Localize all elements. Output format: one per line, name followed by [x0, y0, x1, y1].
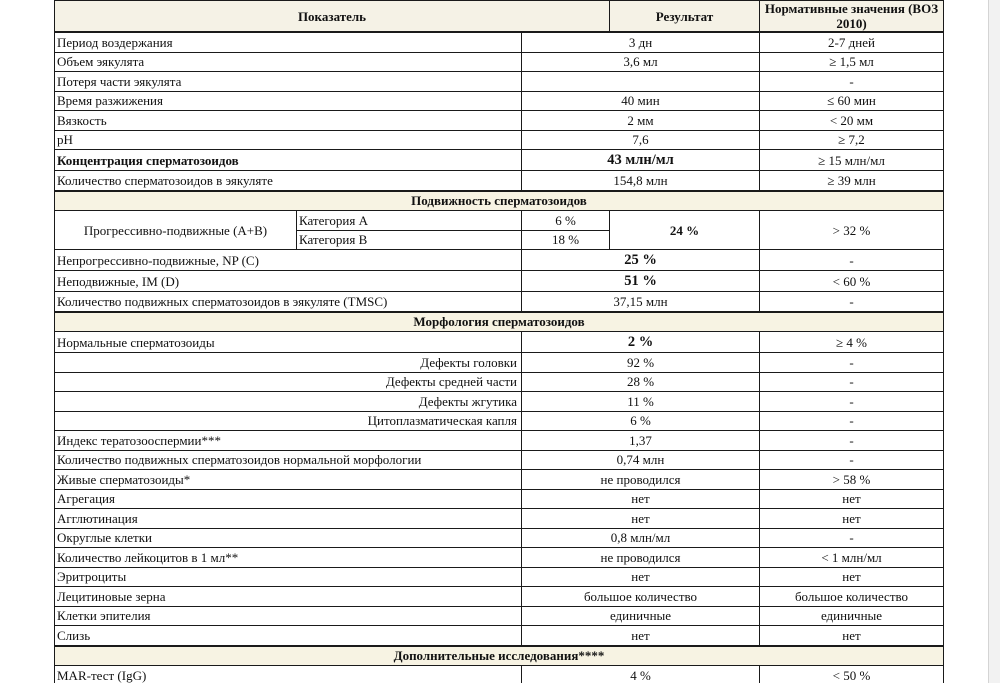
- table-row: [55, 666, 944, 683]
- table-row: [55, 91, 944, 111]
- row-norm: -: [760, 292, 944, 312]
- header-indicator: Показатель: [55, 1, 610, 33]
- row-norm: > 32 %: [760, 211, 944, 250]
- row-label: Количество подвижных сперматозоидов в эякуляте (TMSC): [55, 292, 522, 312]
- row-result: единичные: [522, 606, 760, 626]
- row-label: Потеря части эякулята: [55, 72, 522, 92]
- table-row: [55, 250, 944, 271]
- row-result: большое количество: [522, 587, 760, 607]
- row-result: 24 %: [610, 211, 760, 250]
- table-row: [55, 52, 944, 72]
- section-title: Подвижность сперматозоидов: [55, 191, 944, 211]
- table-row: [55, 72, 944, 92]
- row-result: 7,6: [522, 130, 760, 150]
- row-norm: большое количество: [760, 587, 944, 607]
- section-header: [55, 646, 944, 666]
- section-title: Дополнительные исследования****: [55, 646, 944, 666]
- header-result: Результат: [610, 1, 760, 33]
- row-norm: ≥ 15 млн/мл: [760, 150, 944, 171]
- row-result: 51 %: [522, 271, 760, 292]
- row-label: Лецитиновые зерна: [55, 587, 522, 607]
- category-value: 6 %: [522, 211, 610, 231]
- row-label: Неподвижные, IM (D): [55, 271, 522, 292]
- row-result: 3 дн: [522, 32, 760, 52]
- row-norm: нет: [760, 489, 944, 509]
- row-label: MAR-тест (IgG): [55, 666, 522, 683]
- row-label: Концентрация сперматозоидов: [55, 150, 522, 171]
- row-norm: -: [760, 392, 944, 412]
- row-label: Клетки эпителия: [55, 606, 522, 626]
- row-label: Агрегация: [55, 489, 522, 509]
- row-result: 0,74 млн: [522, 450, 760, 470]
- row-norm: < 20 мм: [760, 111, 944, 131]
- row-norm: > 58 %: [760, 470, 944, 490]
- table-row: [55, 567, 944, 587]
- category-value: 18 %: [522, 230, 610, 250]
- table-row: [55, 626, 944, 646]
- table-row: [55, 528, 944, 548]
- table-row: [55, 509, 944, 529]
- row-norm: -: [760, 372, 944, 392]
- row-norm: -: [760, 450, 944, 470]
- row-result: 28 %: [522, 372, 760, 392]
- table-row: [55, 411, 944, 431]
- table-row: [55, 470, 944, 490]
- table-header: [55, 1, 944, 33]
- row-result: 37,15 млн: [522, 292, 760, 312]
- row-norm: нет: [760, 509, 944, 529]
- row-result: 11 %: [522, 392, 760, 412]
- table-row: [55, 392, 944, 412]
- row-result: 3,6 мл: [522, 52, 760, 72]
- row-result: 0,8 млн/мл: [522, 528, 760, 548]
- row-label: Объем эякулята: [55, 52, 522, 72]
- row-label: Дефекты жгутика: [55, 392, 522, 412]
- row-norm: ≥ 7,2: [760, 130, 944, 150]
- row-label: Индекс тератозооспермии***: [55, 431, 522, 451]
- row-norm: -: [760, 72, 944, 92]
- semen-analysis-table: [54, 0, 944, 683]
- row-label: Вязкость: [55, 111, 522, 131]
- row-result: 40 мин: [522, 91, 760, 111]
- row-label: Округлые клетки: [55, 528, 522, 548]
- table-row: [55, 150, 944, 171]
- row-norm: нет: [760, 567, 944, 587]
- section-title: Морфология сперматозоидов: [55, 312, 944, 332]
- table-row: [55, 353, 944, 373]
- section-header: [55, 191, 944, 211]
- row-label: Дефекты средней части: [55, 372, 522, 392]
- table-row: [55, 372, 944, 392]
- row-label: Непрогрессивно-подвижные, NP (C): [55, 250, 522, 271]
- row-label: Слизь: [55, 626, 522, 646]
- row-norm: 2-7 дней: [760, 32, 944, 52]
- row-result: 92 %: [522, 353, 760, 373]
- row-result: 154,8 млн: [522, 171, 760, 191]
- header-norm: Нормативные значения (ВОЗ 2010): [760, 1, 944, 33]
- row-result: 2 %: [522, 332, 760, 353]
- row-label: Нормальные сперматозоиды: [55, 332, 522, 353]
- table-row: [55, 211, 944, 231]
- table-row: [55, 332, 944, 353]
- row-label: Количество сперматозоидов в эякуляте: [55, 171, 522, 191]
- row-result: нет: [522, 509, 760, 529]
- row-norm: -: [760, 250, 944, 271]
- table-row: [55, 548, 944, 568]
- row-norm: < 1 млн/мл: [760, 548, 944, 568]
- row-label: Дефекты головки: [55, 353, 522, 373]
- row-norm: < 50 %: [760, 666, 944, 683]
- table-row: [55, 130, 944, 150]
- row-label: Время разжижения: [55, 91, 522, 111]
- table-row: [55, 587, 944, 607]
- table-row: [55, 489, 944, 509]
- row-norm: -: [760, 431, 944, 451]
- row-label: Эритроциты: [55, 567, 522, 587]
- row-result: не проводился: [522, 470, 760, 490]
- row-label: pH: [55, 130, 522, 150]
- row-norm: ≥ 39 млн: [760, 171, 944, 191]
- row-norm: -: [760, 528, 944, 548]
- row-result: [522, 72, 760, 92]
- table-row: [55, 431, 944, 451]
- row-norm: -: [760, 353, 944, 373]
- table-row: [55, 606, 944, 626]
- row-result: 1,37: [522, 431, 760, 451]
- row-result: нет: [522, 567, 760, 587]
- table-row: [55, 32, 944, 52]
- row-result: 43 млн/мл: [522, 150, 760, 171]
- row-label: Прогрессивно-подвижные (A+B): [55, 211, 297, 250]
- category-label: Категория В: [297, 230, 522, 250]
- row-norm: нет: [760, 626, 944, 646]
- row-result: нет: [522, 489, 760, 509]
- row-label: Живые сперматозоиды*: [55, 470, 522, 490]
- row-norm: < 60 %: [760, 271, 944, 292]
- row-result: 2 мм: [522, 111, 760, 131]
- row-result: 6 %: [522, 411, 760, 431]
- table-row: [55, 271, 944, 292]
- category-label: Категория А: [297, 211, 522, 231]
- table-row: [55, 292, 944, 312]
- row-label: Количество подвижных сперматозоидов нормальной морфологии: [55, 450, 522, 470]
- row-result: 25 %: [522, 250, 760, 271]
- row-norm: ≥ 4 %: [760, 332, 944, 353]
- row-norm: ≥ 1,5 мл: [760, 52, 944, 72]
- table-row: [55, 111, 944, 131]
- row-label: Агглютинация: [55, 509, 522, 529]
- row-result: не проводился: [522, 548, 760, 568]
- row-label: Период воздержания: [55, 32, 522, 52]
- row-result: нет: [522, 626, 760, 646]
- row-label: Цитоплазматическая капля: [55, 411, 522, 431]
- row-norm: -: [760, 411, 944, 431]
- row-label: Количество лейкоцитов в 1 мл**: [55, 548, 522, 568]
- row-result: 4 %: [522, 666, 760, 683]
- table-row: [55, 171, 944, 191]
- row-norm: единичные: [760, 606, 944, 626]
- row-norm: ≤ 60 мин: [760, 91, 944, 111]
- table-row: [55, 450, 944, 470]
- section-header: [55, 312, 944, 332]
